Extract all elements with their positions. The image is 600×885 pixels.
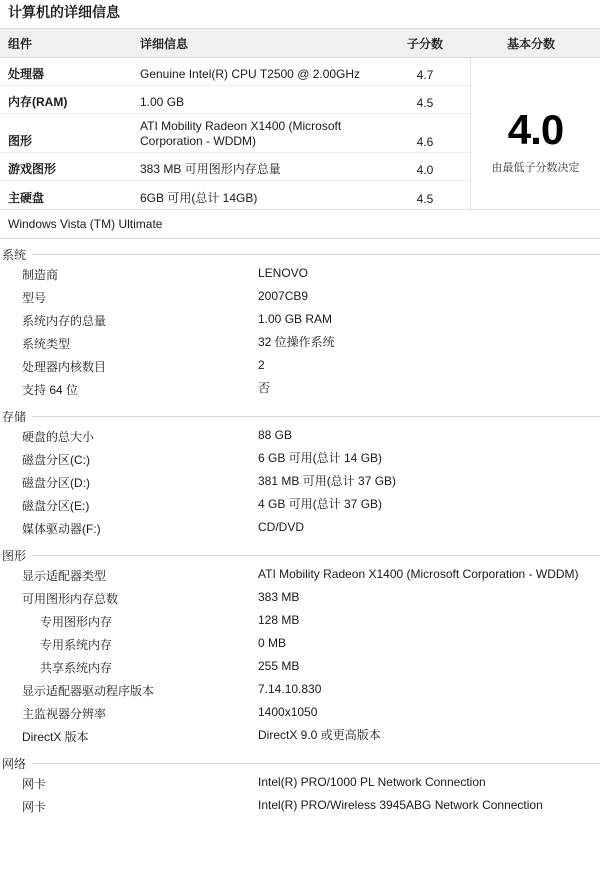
item-key: 共享系统内存 [40,661,113,675]
list-item [0,517,600,540]
section-title: 存储 [2,409,27,424]
item-value: 2007CB9 [258,289,309,303]
row-subscore: 4.7 [416,68,434,82]
section-header [0,546,600,564]
list-item [0,725,600,748]
row-component: 处理器 [8,67,45,81]
score-table-body [0,58,600,209]
table-row [0,114,470,153]
row-subscore: 4.6 [416,135,434,149]
section-title: 系统 [2,247,27,262]
list-item [0,378,600,401]
operating-system-row: Windows Vista (TM) Ultimate [0,209,600,238]
section-header [0,245,600,263]
header-details: 详细信息 [140,36,189,51]
list-item [0,263,600,286]
list-item [0,633,600,656]
item-key: 处理器内核数目 [22,360,107,374]
row-details: 6GB 可用(总计 14GB) [140,191,258,205]
item-value: 1.00 GB RAM [258,312,333,326]
section-title: 网络 [2,756,27,771]
item-value: 383 MB [258,590,300,604]
item-value: 2 [258,358,265,372]
item-value: 1400x1050 [258,705,318,719]
section-graphics [0,546,600,748]
list-item [0,309,600,332]
item-value: 4 GB 可用(总计 37 GB) [258,497,383,511]
item-value: DirectX 9.0 或更高版本 [258,728,381,742]
item-key: DirectX 版本 [22,730,89,744]
section-divider [32,763,600,764]
table-row [0,153,470,181]
item-value: 128 MB [258,613,300,627]
item-value: 381 MB 可用(总计 37 GB) [258,474,397,488]
item-key: 可用图形内存总数 [22,592,119,606]
item-key: 显示适配器类型 [22,569,107,583]
item-key: 专用系统内存 [40,638,113,652]
score-rows [0,58,471,209]
item-value: Intel(R) PRO/Wireless 3945ABG Network Connection [258,798,543,812]
item-key: 媒体驱动器(F:) [22,522,101,536]
section-divider [32,416,600,417]
section-header [0,407,600,425]
item-key: 系统类型 [22,337,71,351]
row-component: 图形 [8,134,33,148]
item-value: 6 GB 可用(总计 14 GB) [258,451,383,465]
page-title: 计算机的详细信息 [8,4,120,20]
list-item [0,564,600,587]
row-details: Genuine Intel(R) CPU T2500 @ 2.00GHz [140,67,361,81]
list-item [0,355,600,378]
item-value: CD/DVD [258,520,305,534]
list-item [0,795,600,818]
item-value: 255 MB [258,659,300,673]
list-item [0,772,600,795]
item-value: 7.14.10.830 [258,682,322,696]
item-value: 0 MB [258,636,287,650]
row-subscore: 4.0 [416,163,434,177]
row-details: ATI Mobility Radeon X1400 (Microsoft Corporation - WDDM) [140,119,342,148]
list-item [0,656,600,679]
item-value: LENOVO [258,266,309,280]
item-key: 系统内存的总量 [22,314,107,328]
header-component: 组件 [8,36,33,51]
item-key: 制造商 [22,268,59,282]
row-component: 内存(RAM) [8,95,68,109]
base-score-caption: 由最低子分数决定 [491,162,580,175]
item-key: 磁盘分区(E:) [22,499,90,513]
section-storage [0,407,600,540]
item-key: 显示适配器驱动程序版本 [22,684,155,698]
table-row [0,58,470,86]
section-divider [32,555,600,556]
row-component: 游戏图形 [8,162,57,176]
item-value: 否 [258,381,271,395]
table-row [0,86,470,114]
section-divider [32,254,600,255]
list-item [0,448,600,471]
row-details: 1.00 GB [140,95,185,109]
item-key: 磁盘分区(D:) [22,476,90,490]
row-details: 383 MB 可用图形内存总量 [140,162,281,176]
item-key: 主监视器分辨率 [22,707,107,721]
base-score-value: 4.0 [507,106,564,154]
score-table-header [0,29,600,58]
section-title: 图形 [2,548,27,563]
list-item [0,494,600,517]
list-item [0,286,600,309]
item-key: 网卡 [22,777,47,791]
list-item [0,471,600,494]
section-header [0,754,600,772]
row-subscore: 4.5 [416,96,434,110]
item-key: 专用图形内存 [40,615,113,629]
row-component: 主硬盘 [8,191,45,205]
item-value: 32 位操作系统 [258,335,335,349]
list-item [0,702,600,725]
row-subscore: 4.5 [416,192,434,206]
list-item [0,425,600,448]
item-key: 磁盘分区(C:) [22,453,90,467]
table-row [0,181,470,209]
section-network [0,754,600,818]
item-key: 支持 64 位 [22,383,79,397]
item-key: 型号 [22,291,47,305]
performance-score-table [0,28,600,239]
list-item [0,679,600,702]
item-key: 网卡 [22,800,47,814]
section-system [0,245,600,401]
list-item [0,587,600,610]
item-value: ATI Mobility Radeon X1400 (Microsoft Corporation - WDDM) [258,567,579,581]
item-key: 硬盘的总大小 [22,430,95,444]
item-value: Intel(R) PRO/1000 PL Network Connection [258,775,486,789]
header-subscore: 子分数 [406,36,443,51]
list-item [0,332,600,355]
item-value: 88 GB [258,428,293,442]
header-basescore: 基本分数 [506,36,555,51]
base-score-cell [471,58,600,209]
list-item [0,610,600,633]
